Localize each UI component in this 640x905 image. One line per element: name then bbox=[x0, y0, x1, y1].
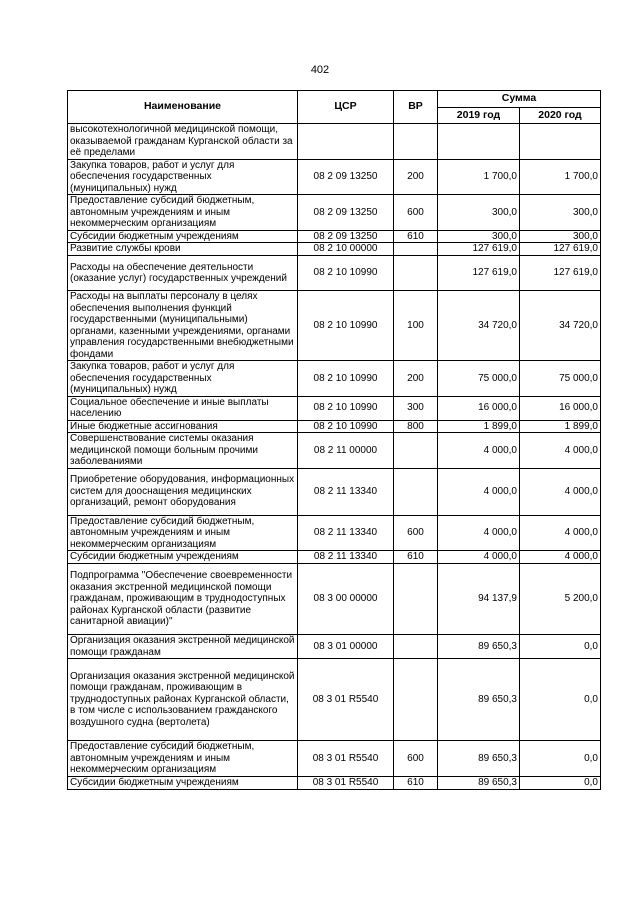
row-sum-2019: 4 000,0 bbox=[438, 551, 520, 564]
row-name: Субсидии бюджетным учреждениям bbox=[68, 776, 298, 789]
row-vr: 610 bbox=[394, 776, 438, 789]
header-name: Наименование bbox=[68, 91, 298, 124]
table-row bbox=[68, 243, 601, 256]
row-csr: 08 2 10 10990 bbox=[298, 291, 394, 361]
row-name: Закупка товаров, работ и услуг для обеспечения государственных (муниципальных) нужд bbox=[68, 361, 298, 397]
row-csr: 08 2 11 13340 bbox=[298, 551, 394, 564]
budget-table bbox=[67, 90, 601, 790]
row-sum-2019: 34 720,0 bbox=[438, 291, 520, 361]
row-sum-2020: 16 000,0 bbox=[520, 396, 601, 420]
row-csr: 08 2 10 10990 bbox=[298, 361, 394, 397]
table-body bbox=[68, 124, 601, 790]
row-sum-2019: 89 650,3 bbox=[438, 741, 520, 777]
row-csr: 08 2 09 13250 bbox=[298, 159, 394, 195]
table-row bbox=[68, 776, 601, 789]
row-csr bbox=[298, 124, 394, 160]
row-sum-2020: 300,0 bbox=[520, 195, 601, 231]
row-sum-2020: 34 720,0 bbox=[520, 291, 601, 361]
row-sum-2020: 75 000,0 bbox=[520, 361, 601, 397]
row-sum-2019: 300,0 bbox=[438, 230, 520, 243]
row-sum-2019: 300,0 bbox=[438, 195, 520, 231]
table-row bbox=[68, 635, 601, 659]
table-row bbox=[68, 230, 601, 243]
row-name: Закупка товаров, работ и услуг для обеспечения государственных (муниципальных) нужд bbox=[68, 159, 298, 195]
row-name: Совершенствование системы оказания медицинской помощи больным прочими заболеваниями bbox=[68, 433, 298, 469]
row-sum-2020: 4 000,0 bbox=[520, 515, 601, 551]
row-vr: 600 bbox=[394, 195, 438, 231]
table-row bbox=[68, 468, 601, 515]
row-name: Предоставление субсидий бюджетным, автономным учреждениям и иным некоммерческим организациям bbox=[68, 195, 298, 231]
header-sum: Сумма bbox=[438, 91, 601, 108]
header-csr: ЦСР bbox=[298, 91, 394, 124]
row-vr bbox=[394, 635, 438, 659]
header-year-2020: 2020 год bbox=[520, 108, 601, 124]
row-sum-2020: 127 619,0 bbox=[520, 256, 601, 291]
row-vr bbox=[394, 468, 438, 515]
table-row bbox=[68, 195, 601, 231]
row-sum-2020: 1 899,0 bbox=[520, 420, 601, 433]
row-name: Иные бюджетные ассигнования bbox=[68, 420, 298, 433]
row-vr: 800 bbox=[394, 420, 438, 433]
row-csr: 08 2 11 13340 bbox=[298, 515, 394, 551]
row-name: Субсидии бюджетным учреждениям bbox=[68, 230, 298, 243]
row-sum-2020: 0,0 bbox=[520, 659, 601, 741]
row-vr bbox=[394, 124, 438, 160]
header-vr: ВР bbox=[394, 91, 438, 124]
table-row bbox=[68, 396, 601, 420]
row-csr: 08 2 09 13250 bbox=[298, 195, 394, 231]
row-sum-2020: 4 000,0 bbox=[520, 433, 601, 469]
row-vr: 200 bbox=[394, 361, 438, 397]
row-vr: 100 bbox=[394, 291, 438, 361]
row-vr bbox=[394, 243, 438, 256]
table-row bbox=[68, 564, 601, 635]
row-vr bbox=[394, 564, 438, 635]
row-name: Организация оказания экстренной медицинской помощи гражданам, проживающим в труднодоступных районах Курганской области, в том числе с использованием гражданского воздушного судна (вертолета) bbox=[68, 659, 298, 741]
row-csr: 08 3 01 R5540 bbox=[298, 659, 394, 741]
row-sum-2020: 1 700,0 bbox=[520, 159, 601, 195]
row-csr: 08 2 10 10990 bbox=[298, 396, 394, 420]
row-sum-2019: 127 619,0 bbox=[438, 243, 520, 256]
row-name: Предоставление субсидий бюджетным, автономным учреждениям и иным некоммерческим организациям bbox=[68, 515, 298, 551]
row-csr: 08 2 11 13340 bbox=[298, 468, 394, 515]
page-number: 402 bbox=[310, 64, 330, 76]
row-name: Организация оказания экстренной медицинской помощи гражданам bbox=[68, 635, 298, 659]
row-csr: 08 3 01 R5540 bbox=[298, 741, 394, 777]
row-sum-2019: 4 000,0 bbox=[438, 515, 520, 551]
row-csr: 08 2 11 00000 bbox=[298, 433, 394, 469]
row-csr: 08 3 01 00000 bbox=[298, 635, 394, 659]
row-sum-2020: 0,0 bbox=[520, 635, 601, 659]
row-sum-2020: 300,0 bbox=[520, 230, 601, 243]
row-sum-2019: 127 619,0 bbox=[438, 256, 520, 291]
row-vr: 300 bbox=[394, 396, 438, 420]
row-name: Расходы на обеспечение деятельности (оказание услуг) государственных учреждений bbox=[68, 256, 298, 291]
row-vr: 600 bbox=[394, 741, 438, 777]
row-name: Субсидии бюджетным учреждениям bbox=[68, 551, 298, 564]
table-row bbox=[68, 433, 601, 469]
row-sum-2019: 89 650,3 bbox=[438, 776, 520, 789]
row-sum-2020: 0,0 bbox=[520, 776, 601, 789]
row-csr: 08 2 09 13250 bbox=[298, 230, 394, 243]
row-csr: 08 2 10 10990 bbox=[298, 420, 394, 433]
row-sum-2019: 16 000,0 bbox=[438, 396, 520, 420]
row-sum-2020 bbox=[520, 124, 601, 160]
row-vr: 610 bbox=[394, 230, 438, 243]
table-row bbox=[68, 659, 601, 741]
row-vr bbox=[394, 659, 438, 741]
row-sum-2020: 4 000,0 bbox=[520, 551, 601, 564]
table-row bbox=[68, 420, 601, 433]
table-row bbox=[68, 741, 601, 777]
row-sum-2020: 4 000,0 bbox=[520, 468, 601, 515]
row-sum-2020: 5 200,0 bbox=[520, 564, 601, 635]
row-sum-2019 bbox=[438, 124, 520, 160]
row-sum-2019: 89 650,3 bbox=[438, 659, 520, 741]
table-row bbox=[68, 515, 601, 551]
header-year-2019: 2019 год bbox=[438, 108, 520, 124]
table-row bbox=[68, 361, 601, 397]
row-vr: 200 bbox=[394, 159, 438, 195]
row-name: Предоставление субсидий бюджетным, автономным учреждениям и иным некоммерческим организациям bbox=[68, 741, 298, 777]
table-row bbox=[68, 291, 601, 361]
table-row bbox=[68, 256, 601, 291]
table-row bbox=[68, 124, 601, 160]
row-name: Приобретение оборудования, информационных систем для дооснащения медицинских организаций, ремонт оборудования bbox=[68, 468, 298, 515]
row-csr: 08 3 00 00000 bbox=[298, 564, 394, 635]
row-sum-2020: 127 619,0 bbox=[520, 243, 601, 256]
row-vr: 600 bbox=[394, 515, 438, 551]
row-name: высокотехнологичной медицинской помощи, оказываемой гражданам Курганской области за её пределами bbox=[68, 124, 298, 160]
table-row bbox=[68, 551, 601, 564]
row-vr bbox=[394, 256, 438, 291]
row-sum-2020: 0,0 bbox=[520, 741, 601, 777]
row-name: Подпрограмма "Обеспечение своевременности оказания экстренной медицинской помощи гражданам, проживающим в труднодоступных районах Курганской области (развитие санитарной авиации)" bbox=[68, 564, 298, 635]
row-csr: 08 2 10 00000 bbox=[298, 243, 394, 256]
row-sum-2019: 89 650,3 bbox=[438, 635, 520, 659]
row-sum-2019: 1 899,0 bbox=[438, 420, 520, 433]
row-name: Развитие службы крови bbox=[68, 243, 298, 256]
row-name: Социальное обеспечение и иные выплаты населению bbox=[68, 396, 298, 420]
row-csr: 08 2 10 10990 bbox=[298, 256, 394, 291]
row-sum-2019: 1 700,0 bbox=[438, 159, 520, 195]
row-sum-2019: 4 000,0 bbox=[438, 468, 520, 515]
row-vr bbox=[394, 433, 438, 469]
row-csr: 08 3 01 R5540 bbox=[298, 776, 394, 789]
row-sum-2019: 4 000,0 bbox=[438, 433, 520, 469]
table-row bbox=[68, 159, 601, 195]
row-name: Расходы на выплаты персоналу в целях обеспечения выполнения функций государственными (муниципальными) органами, казенными учреждениями, органами управления государственными внебюджетными фондами bbox=[68, 291, 298, 361]
row-vr: 610 bbox=[394, 551, 438, 564]
row-sum-2019: 94 137,9 bbox=[438, 564, 520, 635]
row-sum-2019: 75 000,0 bbox=[438, 361, 520, 397]
